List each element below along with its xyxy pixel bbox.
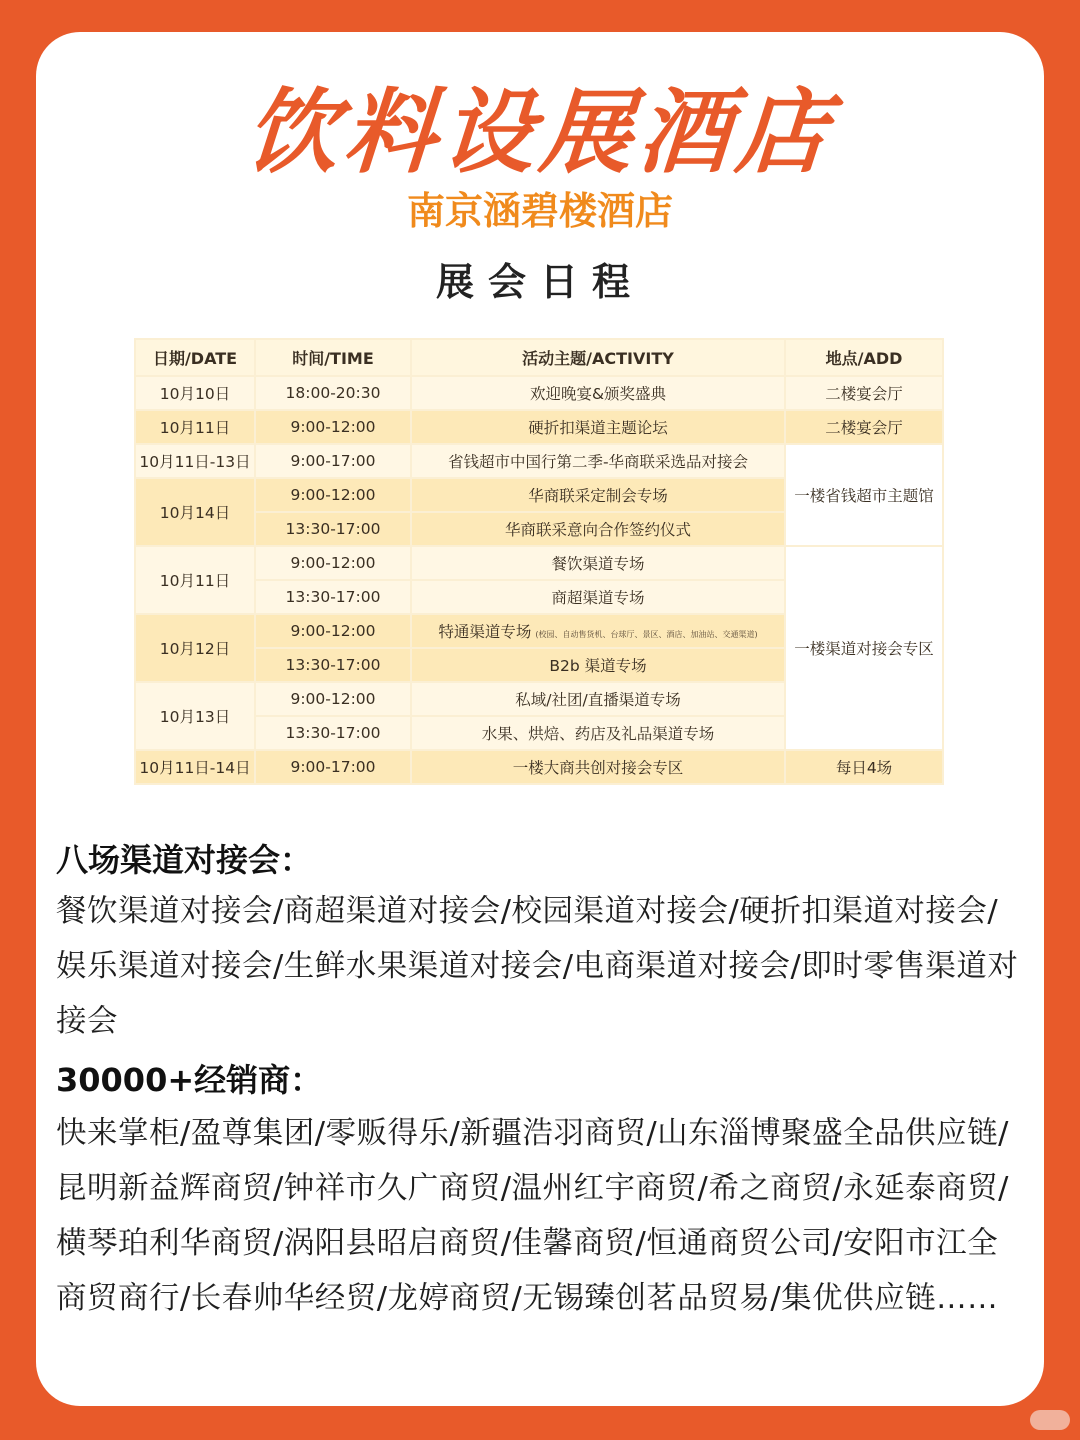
poster-card (36, 32, 1044, 1406)
cell-add: 二楼宴会厅 (785, 410, 943, 444)
cell-activity: 私域/社团/直播渠道专场 (411, 682, 785, 716)
table-row (135, 546, 943, 580)
cell-time: 18:00-20:30 (255, 376, 411, 410)
cell-activity: 省钱超市中国行第二季-华商联采选品对接会 (411, 444, 785, 478)
schedule-table (134, 338, 944, 785)
cell-time: 9:00-12:00 (255, 682, 411, 716)
cell-activity: 华商联采意向合作签约仪式 (411, 512, 785, 546)
cell-add-group1: 一楼省钱超市主题馆 (785, 444, 943, 546)
cell-add: 每日4场 (785, 750, 943, 784)
activity-text: 特通渠道专场 (438, 623, 532, 641)
cell-date: 10月13日 (135, 682, 255, 750)
schedule-table-wrap (134, 338, 942, 785)
section-heading-distributors: 30000+经销商： (56, 1061, 323, 1099)
cell-time: 9:00-12:00 (255, 410, 411, 444)
cell-activity: 餐饮渠道专场 (411, 546, 785, 580)
table-row (135, 750, 943, 784)
hotel-subtitle: 南京涵碧楼酒店 (406, 189, 673, 233)
cell-activity (411, 614, 785, 648)
watermark-badge (1030, 1410, 1070, 1430)
cell-time: 13:30-17:00 (255, 512, 411, 546)
activity-note: (校园、自动售货机、台球厅、景区、酒店、加油站、交通渠道) (535, 630, 758, 639)
cell-add-group2: 一楼渠道对接会专区 (785, 546, 943, 750)
cell-activity: 华商联采定制会专场 (411, 478, 785, 512)
cell-time: 13:30-17:00 (255, 716, 411, 750)
cell-time: 9:00-12:00 (255, 546, 411, 580)
cell-date: 10月11日-14日 (135, 750, 255, 784)
table-header-row (135, 339, 943, 376)
cell-date: 10月11日 (135, 546, 255, 614)
table-row (135, 410, 943, 444)
cell-activity: 欢迎晚宴&颁奖盛典 (411, 376, 785, 410)
header-time: 时间/TIME (255, 339, 411, 376)
cell-date: 10月12日 (135, 614, 255, 682)
schedule-heading (36, 254, 1044, 310)
table-row (135, 444, 943, 478)
header-date: 日期/DATE (135, 339, 255, 376)
header-activity: 活动主题/ACTIVITY (411, 339, 785, 376)
cell-time: 9:00-12:00 (255, 478, 411, 512)
cell-activity: 硬折扣渠道主题论坛 (411, 410, 785, 444)
cell-time: 9:00-17:00 (255, 750, 411, 784)
cell-time: 9:00-12:00 (255, 614, 411, 648)
cell-time: 9:00-17:00 (255, 444, 411, 478)
cell-date: 10月10日 (135, 376, 255, 410)
cell-time: 13:30-17:00 (255, 648, 411, 682)
table-row (135, 376, 943, 410)
cell-activity: 商超渠道专场 (411, 580, 785, 614)
cell-activity: B2b 渠道专场 (411, 648, 785, 682)
section-body-distributors: 快来掌柜/盈尊集团/零贩得乐/新疆浩羽商贸/山东淄博聚盛全品供应链/昆明新益辉商贸/钟祥市久广商贸/温州红宇商贸/希之商贸/永延泰商贸/横琴珀利华商贸/涡阳县昭启商贸/佳馨商贸/恒通商贸公司/安阳市江全商贸商行/长春帅华经贸/龙婷商贸/无锡臻创茗品贸易/集优供应链…… (56, 1116, 1009, 1316)
cell-date: 10月11日 (135, 410, 255, 444)
section-body-channels: 餐饮渠道对接会/商超渠道对接会/校园渠道对接会/硬折扣渠道对接会/娱乐渠道对接会/生鲜水果渠道对接会/电商渠道对接会/即时零售渠道对接会 (56, 894, 1019, 1039)
cell-add: 二楼宴会厅 (785, 376, 943, 410)
cell-activity: 一楼大商共创对接会专区 (411, 750, 785, 784)
cell-time: 13:30-17:00 (255, 580, 411, 614)
schedule-heading-text: 展会日程 (435, 260, 644, 304)
header-add: 地点/ADD (785, 339, 943, 376)
section-heading-channels: 八场渠道对接会： (56, 841, 313, 879)
cell-date: 10月14日 (135, 478, 255, 546)
page-title: 饮料设展酒店 (242, 79, 838, 186)
cell-activity: 水果、烘焙、药店及礼品渠道专场 (411, 716, 785, 750)
cell-date: 10月11日-13日 (135, 444, 255, 478)
